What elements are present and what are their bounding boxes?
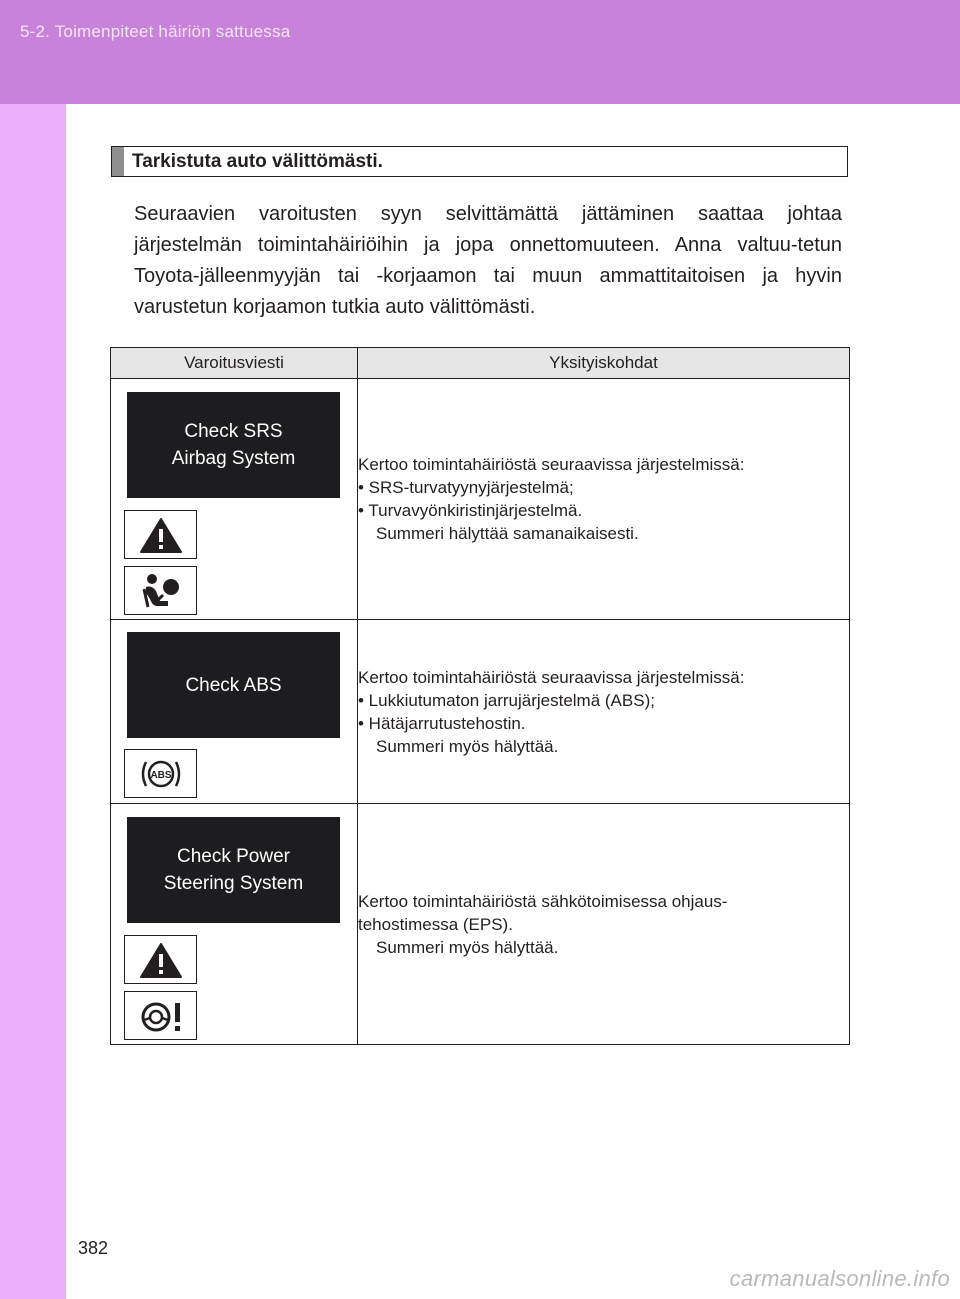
details-line: Summeri myös hälyttää.: [376, 937, 559, 957]
details-line: • Lukkiutumaton jarrujärjestelmä (ABS);: [358, 690, 655, 710]
display-line: Steering System: [163, 873, 304, 894]
details-line: Kertoo toimintahäiriöstä seuraavissa järjestelmissä:: [358, 667, 745, 687]
airbag-icon: [124, 566, 197, 615]
display-line: Airbag System: [171, 448, 296, 469]
display-line: Check ABS: [185, 674, 282, 696]
details-line: Summeri myös hälyttää.: [376, 736, 559, 756]
warning-message-cell: [111, 379, 358, 620]
abs-icon: [124, 749, 197, 798]
warning-message-cell: [111, 620, 358, 804]
watermark: carmanualsonline.info: [729, 1266, 950, 1291]
details-line: • Turvavyönkiristinjärjestelmä.: [358, 501, 583, 520]
svg-text:ABS: ABS: [149, 769, 172, 781]
details-line: tehostimessa (EPS).: [358, 914, 513, 934]
table-header-row: [111, 348, 850, 379]
section-title: 5-2. Toimenpiteet häiriön sattuessa: [20, 22, 291, 41]
section-heading-box: [111, 146, 848, 177]
details-line: Summeri hälyttää samanaikaisesti.: [376, 524, 639, 543]
message-display: [127, 632, 340, 738]
side-strip: [0, 104, 66, 1299]
details-line: Kertoo toimintahäiriöstä sähkötoimisessa ohjaus-: [358, 891, 728, 911]
table-row: [111, 379, 850, 620]
display-line: Check Power: [177, 846, 290, 867]
warning-message-cell: [111, 804, 358, 1045]
heading-accent-bar: [112, 147, 124, 176]
details-cell: [358, 804, 850, 1045]
warning-triangle-icon: [124, 510, 197, 559]
details-line: • SRS-turvatyynyjärjestelmä;: [358, 478, 574, 497]
details-line: Kertoo toimintahäiriöstä seuraavissa järjestelmissä:: [358, 455, 745, 474]
column-header-details: Yksityiskohdat: [358, 348, 850, 379]
display-line: Check SRS: [184, 421, 283, 442]
details-cell: [358, 379, 850, 620]
table-row: [111, 620, 850, 804]
details-line: • Hätäjarrutustehostin.: [358, 713, 526, 733]
details-cell: [358, 620, 850, 804]
power-steering-icon: [124, 991, 197, 1040]
header-bar: [0, 0, 960, 104]
warning-triangle-icon: [124, 935, 197, 984]
table-row: [111, 804, 850, 1045]
page-number: 382: [78, 1238, 109, 1258]
message-display: [127, 392, 340, 498]
section-heading: Tarkistuta auto välittömästi.: [132, 151, 383, 172]
message-display: [127, 817, 340, 923]
warning-table: [110, 347, 850, 1045]
column-header-message: Varoitusviesti: [111, 348, 358, 379]
intro-paragraph: Seuraavien varoitusten syyn selvittämättä jättäminen saattaa johtaa järjestelmän toimintahäiriöihin ja jopa onnettomuuteen. Anna valtuu-tetun Toyota-jälleenmyyjän tai -korjaamon tai muun ammattitaitoisen ja hyvin varustetun korjaamon tutkia auto välittömästi.: [134, 203, 842, 318]
